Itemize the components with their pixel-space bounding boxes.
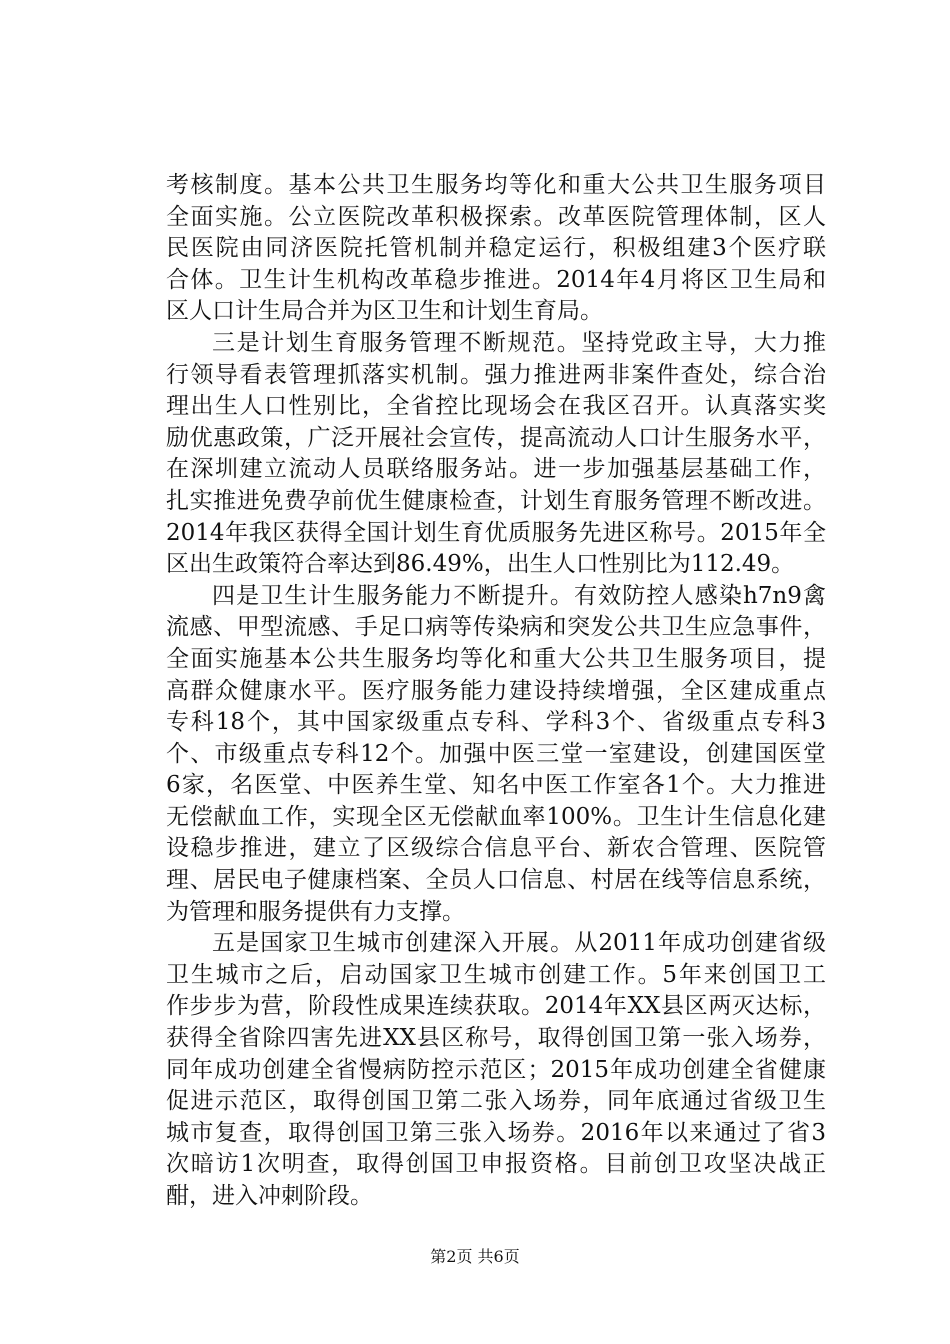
text-line: 获得全省除四害先进XX县区称号，取得创国卫第一张入场券， [166, 1025, 826, 1052]
text-line: 同年成功创建全省慢病防控示范区；2015年成功创建全省健康 [166, 1056, 826, 1083]
text-line: 民医院由同济医院托管机制并稳定运行，积极组建3个医疗联 [166, 235, 826, 262]
text-line: 高群众健康水平。医疗服务能力建设持续增强，全区建成重点 [166, 677, 826, 704]
text-line: 扎实推进免费孕前优生健康检查，计划生育服务管理不断改进。 [166, 487, 826, 514]
text-line: 2014年我区获得全国计划生育优质服务先进区称号。2015年全 [166, 519, 826, 546]
text-line: 行领导看表管理抓落实机制。强力推进两非案件查处，综合治 [166, 361, 826, 388]
text-line: 6家，名医堂、中医养生堂、知名中医工作室各1个。大力推进 [166, 772, 826, 799]
text-line: 全面实施基本公共生服务均等化和重大公共卫生服务项目，提 [166, 645, 826, 672]
text-line: 设稳步推进，建立了区级综合信息平台、新农合管理、医院管 [166, 835, 826, 862]
paragraph-start-line: 三是计划生育服务管理不断规范。坚持党政主导，大力推 [212, 329, 826, 356]
text-line: 无偿献血工作，实现全区无偿献血率100%。卫生计生信息化建 [166, 803, 826, 830]
text-line: 理出生人口性别比，全省控比现场会在我区召开。认真落实奖 [166, 393, 826, 420]
text-line: 励优惠政策，广泛开展社会宣传，提高流动人口计生服务水平， [166, 424, 826, 451]
text-line: 区出生政策符合率达到86.49%，出生人口性别比为112.49。 [166, 551, 795, 578]
text-line: 全面实施。公立医院改革积极探索。改革医院管理体制，区人 [166, 203, 826, 230]
text-line: 次暗访1次明查，取得创国卫申报资格。目前创卫攻坚决战正 [166, 1151, 826, 1178]
text-line: 流感、甲型流感、手足口病等传染病和突发公共卫生应急事件， [166, 614, 826, 641]
text-line: 专科18个，其中国家级重点专科、学科3个、省级重点专科3 [166, 709, 826, 736]
paragraph-start-line: 四是卫生计生服务能力不断提升。有效防控人感染h7n9禽 [212, 582, 826, 609]
page-footer: 第2页 共6页 [430, 1247, 520, 1266]
text-line: 卫生城市之后，启动国家卫生城市创建工作。5年来创国卫工 [166, 961, 826, 988]
text-line: 作步步为营，阶段性成果连续获取。2014年XX县区两灭达标， [166, 993, 826, 1020]
text-line: 促进示范区，取得创国卫第二张入场券，同年底通过省级卫生 [166, 1088, 826, 1115]
body-text [166, 170, 826, 1213]
text-line: 酣，进入冲刺阶段。 [166, 1183, 373, 1209]
paragraph-start-line: 五是国家卫生城市创建深入开展。从2011年成功创建省级 [212, 930, 826, 957]
text-line: 在深圳建立流动人员联络服务站。进一步加强基层基础工作， [166, 456, 826, 483]
text-line: 区人口计生局合并为区卫生和计划生育局。 [166, 298, 603, 325]
text-line: 考核制度。基本公共卫生服务均等化和重大公共卫生服务项目 [166, 172, 826, 198]
text-line: 个、市级重点专科12个。加强中医三堂一室建设，创建国医堂 [166, 740, 826, 767]
text-line: 为管理和服务提供有力支撑。 [166, 898, 465, 925]
text-line: 理、居民电子健康档案、全员人口信息、村居在线等信息系统， [166, 867, 826, 894]
text-line: 城市复查，取得创国卫第三张入场券。2016年以来通过了省3 [166, 1119, 826, 1146]
text-line: 合体。卫生计生机构改革稳步推进。2014年4月将区卫生局和 [166, 266, 826, 293]
